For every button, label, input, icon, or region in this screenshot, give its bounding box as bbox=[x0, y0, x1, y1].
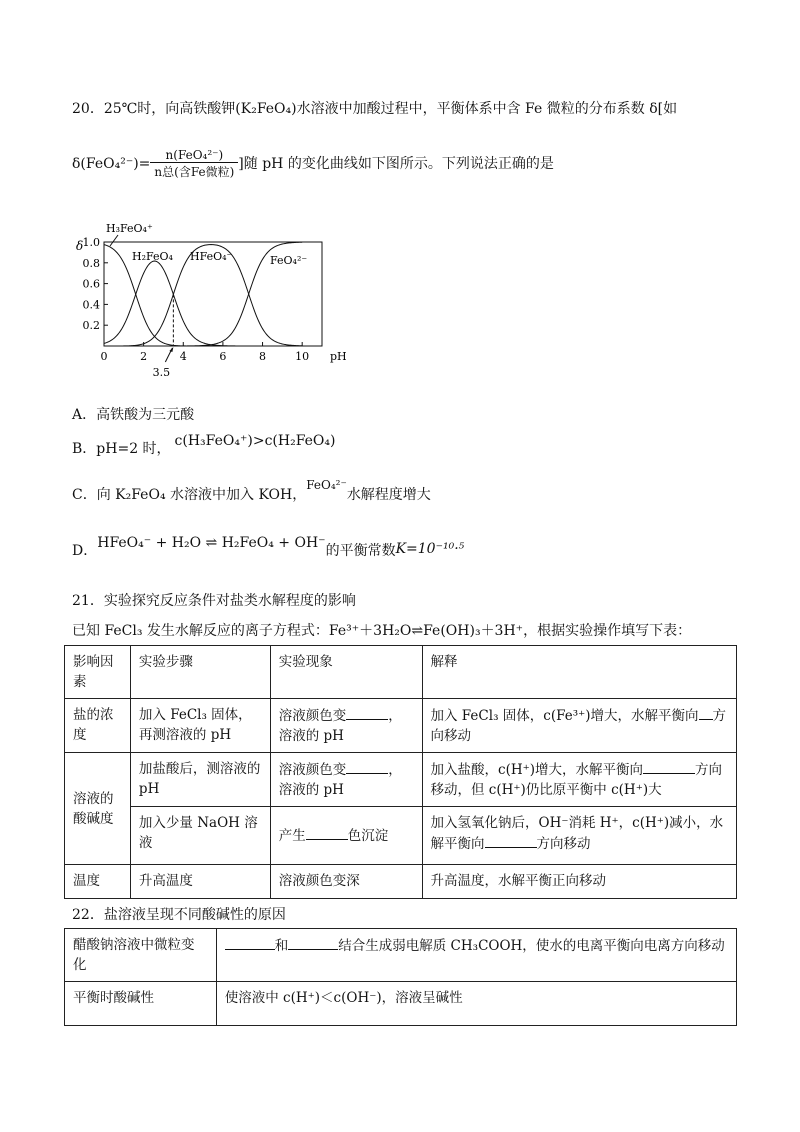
answer-blank[interactable] bbox=[306, 825, 348, 840]
row2-factor: 溶液的酸碱度 bbox=[65, 753, 131, 865]
row1-phenomenon bbox=[270, 699, 422, 753]
answer-blank[interactable] bbox=[485, 833, 537, 848]
row2-phen-b: ，溶液的 pH bbox=[278, 762, 402, 798]
row4-factor: 温度 bbox=[65, 865, 131, 899]
q22-row1-label: 醋酸钠溶液中微粒变化 bbox=[65, 929, 217, 982]
chart-labels bbox=[76, 222, 347, 379]
series-label-3: FeO₄²⁻ bbox=[270, 254, 308, 267]
distribution-chart bbox=[70, 218, 370, 388]
q20-option-d[interactable] bbox=[72, 535, 465, 560]
y-axis-label: δ bbox=[76, 239, 84, 253]
q20-option-d-prefix: D． bbox=[72, 543, 98, 559]
row3-exp-a: 加入氢氧化钠后，OH⁻消耗 H⁺，c(H⁺)减小，水解平衡向 bbox=[430, 815, 724, 852]
row2-step: 加盐酸后，测溶液的 pH bbox=[130, 753, 270, 807]
q20-option-c-ion: FeO₄²⁻ bbox=[306, 478, 347, 492]
q20-fraction-numerator: n(FeO₄²⁻) bbox=[150, 148, 238, 163]
y-tick-label: 0.2 bbox=[82, 319, 100, 333]
series-label-2: HFeO₄⁻ bbox=[190, 250, 233, 263]
row1-factor: 盐的浓度 bbox=[65, 699, 131, 753]
row2-exp-b: 方向移动，但 c(H⁺)仍比原平衡中 c(H⁺)大 bbox=[430, 762, 723, 798]
q22-row2-label: 平衡时酸碱性 bbox=[65, 982, 217, 1026]
q20-stem-line1: 20．25℃时，向高铁酸钾(K₂FeO₄)水溶液中加酸过程中，平衡体系中含 Fe 微粒的分布系数 δ[如 bbox=[72, 101, 678, 117]
x-axis-label: pH bbox=[330, 350, 347, 363]
annotation-arrowhead bbox=[169, 347, 173, 352]
row4-phenomenon: 溶液颜色变深 bbox=[270, 865, 422, 899]
q20-stem-suffix: ]随 pH 的变化曲线如下图所示。下列说法正确的是 bbox=[238, 156, 554, 172]
row3-phenomenon bbox=[270, 807, 422, 865]
x-tick-label: 6 bbox=[219, 350, 227, 363]
row3-step: 加入少量 NaOH 溶液 bbox=[130, 807, 270, 865]
q20-option-c-suffix: 水解程度增大 bbox=[346, 487, 431, 503]
q20-option-c-prefix: C．向 K₂FeO₄ 水溶液中加入 KOH， bbox=[72, 487, 307, 503]
q20-option-d-mid: 的平衡常数 bbox=[325, 543, 396, 559]
table-row bbox=[65, 646, 737, 699]
row2-phenomenon bbox=[270, 753, 422, 807]
row4-step: 升高温度 bbox=[130, 865, 270, 899]
q20-option-b-prefix: B．pH=2 时， bbox=[72, 441, 171, 457]
row3-phen-a: 产生 bbox=[278, 828, 306, 844]
header-explanation: 解释 bbox=[422, 646, 736, 699]
y-tick-label: 0.8 bbox=[82, 256, 100, 270]
series-leader-line bbox=[110, 235, 118, 246]
row2-exp-a: 加入盐酸，c(H⁺)增大，水解平衡向 bbox=[430, 762, 644, 778]
x-tick-label: 0 bbox=[100, 350, 108, 363]
row1-step: 加入 FeCl₃ 固体，再测溶液的 pH bbox=[130, 699, 270, 753]
row2-phen-a: 溶液颜色变 bbox=[278, 762, 347, 778]
q21-intro: 已知 FeCl₃ 发生水解反应的离子方程式：Fe³⁺＋3H₂O⇌Fe(OH)₃＋3H⁺，根据实验操作填写下表： bbox=[72, 623, 692, 639]
table-row bbox=[65, 929, 737, 982]
answer-blank[interactable] bbox=[225, 935, 275, 950]
q22-title: 22．盐溶液呈现不同酸碱性的原因 bbox=[72, 907, 286, 923]
row2-explanation bbox=[422, 753, 736, 807]
series-label-0: H₃FeO₄⁺ bbox=[106, 222, 153, 235]
table-row bbox=[65, 753, 737, 807]
q22-table bbox=[64, 928, 737, 1026]
q20-option-c[interactable] bbox=[72, 478, 431, 504]
answer-blank[interactable] bbox=[699, 705, 713, 720]
row3-exp-b: 方向移动 bbox=[536, 836, 591, 852]
row1-exp-a: 加入 FeCl₃ 固体，c(Fe³⁺)增大，水解平衡向 bbox=[430, 708, 699, 724]
x-tick-label: 2 bbox=[140, 350, 148, 363]
q22-row1-content bbox=[216, 929, 736, 982]
q20-option-b[interactable] bbox=[72, 433, 336, 458]
q20-option-d-k: K=10⁻¹⁰·⁵ bbox=[395, 541, 465, 557]
q22-row2-content: 使溶液中 c(H⁺)＜c(OH⁻)，溶液呈碱性 bbox=[216, 982, 736, 1026]
row4-explanation: 升高温度，水解平衡正向移动 bbox=[422, 865, 736, 899]
table-row bbox=[65, 699, 737, 753]
answer-blank[interactable] bbox=[346, 759, 388, 774]
y-tick-label: 0.6 bbox=[82, 277, 100, 291]
row3-explanation bbox=[422, 807, 736, 865]
row1-phen-b: ，溶液的 pH bbox=[278, 708, 402, 744]
q20-option-d-equation: HFeO₄⁻ + H₂O ⇌ H₂FeO₄ + OH⁻ bbox=[97, 535, 326, 551]
y-tick-label: 0.4 bbox=[82, 298, 100, 312]
q21-table bbox=[64, 645, 737, 899]
y-tick-label: 1.0 bbox=[82, 236, 100, 249]
header-step: 实验步骤 bbox=[130, 646, 270, 699]
row1-phen-a: 溶液颜色变 bbox=[278, 708, 347, 724]
q20-delta-def: δ(FeO₄²⁻)= bbox=[72, 156, 151, 172]
q20-stem-line2 bbox=[72, 148, 554, 180]
x-tick-label: 10 bbox=[295, 350, 310, 363]
curve-1 bbox=[104, 261, 302, 346]
x-tick-label: 8 bbox=[259, 350, 267, 363]
answer-blank[interactable] bbox=[346, 705, 388, 720]
row1-exp-b: 方向移动 bbox=[430, 708, 727, 744]
x-tick-label: 4 bbox=[179, 350, 187, 363]
annotation-label: 3.5 bbox=[152, 366, 171, 379]
q20-fraction bbox=[150, 148, 238, 180]
q22-row1-text: 结合生成弱电解质 CH₃COOH，使水的电离平衡向电离方向移动 bbox=[338, 938, 725, 954]
q21-title: 21．实验探究反应条件对盐类水解程度的影响 bbox=[72, 593, 356, 609]
q22-row1-and: 和 bbox=[274, 938, 289, 954]
q20-option-a[interactable]: A．高铁酸为三元酸 bbox=[72, 407, 195, 423]
header-phenomenon: 实验现象 bbox=[270, 646, 422, 699]
answer-blank[interactable] bbox=[288, 935, 338, 950]
q20-fraction-denominator: n总(含Fe微粒) bbox=[154, 165, 235, 179]
table-row bbox=[65, 807, 737, 865]
table-row bbox=[65, 982, 737, 1026]
series-label-1: H₂FeO₄ bbox=[132, 250, 173, 263]
row1-explanation bbox=[422, 699, 736, 753]
row3-phen-b: 色沉淀 bbox=[347, 828, 389, 844]
answer-blank[interactable] bbox=[643, 759, 695, 774]
header-factor: 影响因素 bbox=[65, 646, 131, 699]
table-row bbox=[65, 865, 737, 899]
q20-option-b-expr: c(H₃FeO₄⁺)>c(H₂FeO₄) bbox=[174, 433, 336, 449]
